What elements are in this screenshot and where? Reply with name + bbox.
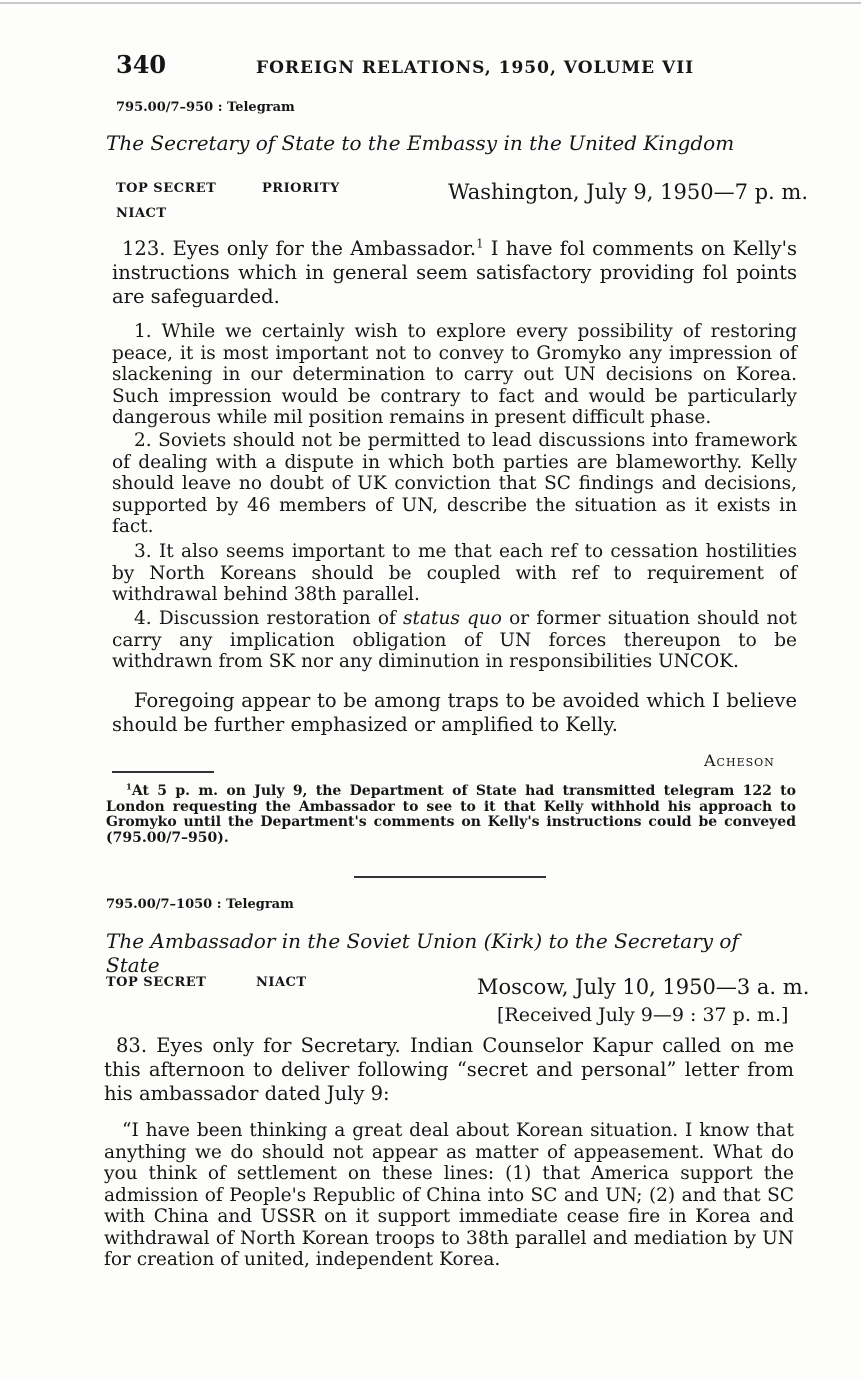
doc1-point-1: 1. While we certainly wish to explore every possibility of restoring peace, it is most important not to convey to Gromyko any impression of slackening in our determination to carry out UN decisions on Korea. Such impression would be contrary to fact and would be particularly dangerous while mil position remains in present difficult phase.	[112, 321, 797, 428]
running-title: FOREIGN RELATIONS, 1950, VOLUME VII	[256, 58, 695, 78]
document-separator	[354, 876, 546, 878]
doc2-dateline: Moscow, July 10, 1950—3 a. m.	[477, 975, 810, 999]
doc1-file-ref: 795.00/7–950 : Telegram	[116, 100, 295, 115]
doc1-title: The Secretary of State to the Embassy in the United Kingdom	[106, 131, 735, 155]
doc1-point-4	[112, 608, 797, 673]
doc1-intro-paragraph	[112, 237, 797, 309]
doc1-handling: NIACT	[116, 206, 167, 221]
doc2-title: The Ambassador in the Soviet Union (Kirk) to the Secretary of State	[106, 929, 739, 977]
doc1-footnote-text: At 5 p. m. on July 9, the Department of State had transmitted telegram 122 to London requesting the Ambassador to see to it that Kelly withhold his approach to Gromyko until the Department's comments on Kelly's instructions could be conveyed (795.00/7–950).	[106, 783, 796, 846]
doc1-point-3: 3. It also seems important to me that each ref to cessation hostilities by North Koreans should be coupled with ref to requirement of withdrawal behind 38th parallel.	[112, 541, 797, 605]
doc1-closing-paragraph: Foregoing appear to be among traps to be avoided which I believe should be further emphasized or amplified to Kelly.	[112, 689, 797, 736]
page-number: 340	[116, 50, 167, 79]
doc1-intro-text: 123. Eyes only for the Ambassador.	[122, 237, 477, 260]
doc1-dateline: Washington, July 9, 1950—7 p. m.	[448, 180, 808, 204]
doc2-intro-paragraph: 83. Eyes only for Secretary. Indian Counselor Kapur called on me this afternoon to deliver following “secret and personal” letter from his ambassador dated July 9:	[104, 1034, 794, 1105]
doc2-handling: NIACT	[256, 975, 307, 990]
doc2-quoted-letter: “I have been thinking a great deal about Korean situation. I know that anything we do should not appear as matter of appeasement. What do you think of settlement on these lines: (1) that America support the admission of People's Republic of China into SC and UN; (2) and that SC with China and USSR on it support immediate cease fire in Korea and withdrawal of North Korean troops to 38th parallel and mediation by UN for creation of united, independent Korea.	[104, 1120, 794, 1270]
doc1-footnote	[106, 781, 796, 846]
status-quo-italic: status quo	[403, 608, 502, 629]
footnote-number: 1	[126, 781, 132, 792]
scan-top-edge	[0, 2, 861, 4]
doc1-intro-text-cont: I have fol comments on Kelly's instructions which in general seem satisfactory providing fol points are safeguarded.	[112, 237, 797, 308]
doc1-point-2: 2. Soviets should not be permitted to lead discussions into framework of dealing with a dispute in which both parties are blameworthy. Kelly should leave no doubt of UK conviction that SC findings and decisions, supported by 46 members of UN, describe the situation as it exists in fact.	[112, 430, 797, 537]
doc1-classification: TOP SECRET	[116, 181, 217, 196]
doc1-point-4-text: 4. Discussion restoration of	[134, 608, 404, 629]
running-head	[110, 50, 800, 82]
doc1-precedence: PRIORITY	[262, 181, 340, 196]
doc1-signature: Acheson	[704, 751, 775, 770]
doc1-point-4-text-cont: or former situation should not carry any implication obligation of UN forces thereupon to be withdrawn from SK nor any diminution in responsibilities UNCOK.	[112, 608, 797, 672]
doc2-file-ref: 795.00/7–1050 : Telegram	[106, 897, 294, 912]
doc2-received: [Received July 9—9 : 37 p. m.]	[497, 1004, 789, 1026]
footnote-rule	[112, 771, 214, 773]
doc2-classification: TOP SECRET	[106, 975, 207, 990]
footnote-marker: 1	[476, 236, 484, 251]
